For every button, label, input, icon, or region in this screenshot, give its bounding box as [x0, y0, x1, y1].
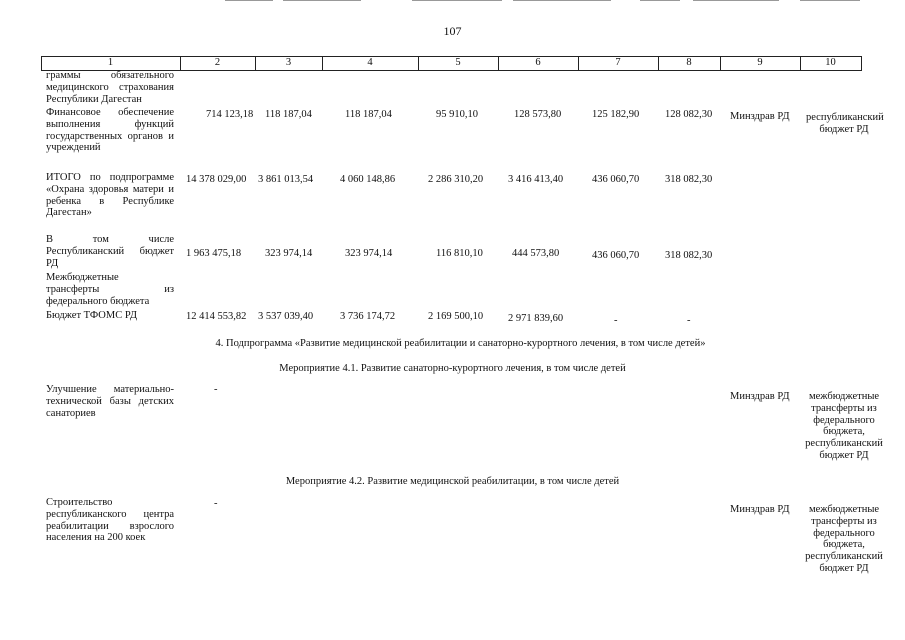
- value-cell: 318 082,30: [665, 174, 713, 185]
- value-cell: 3 416 413,40: [508, 174, 564, 185]
- row-description: Межбюджетные трансферты из федерального бюджета: [46, 272, 174, 307]
- event-title: Мероприятие 4.2. Развитие медицинской реабилитации, в том числе детей: [285, 476, 620, 487]
- scan-artifact: [513, 0, 611, 1]
- page-number: 107: [443, 24, 462, 38]
- value-cell: 2 286 310,20: [428, 174, 484, 185]
- value-cell: 3 861 013,54: [258, 174, 314, 185]
- value-cell: 128 573,80: [514, 109, 562, 120]
- value-cell: 3 736 174,72: [340, 311, 396, 322]
- value-cell: -: [614, 315, 618, 326]
- value-cell: -: [214, 498, 218, 509]
- scan-artifact: [640, 0, 680, 1]
- value-cell: 436 060,70: [592, 174, 640, 185]
- row-description: Бюджет ТФОМС РД: [46, 310, 138, 321]
- value-cell: 128 082,30: [665, 109, 713, 120]
- row-description: граммы обязательного медицинского страхования Республики Дагестан: [46, 70, 174, 105]
- column-header: 3: [285, 57, 292, 68]
- event-title: Мероприятие 4.1. Развитие санаторно-курортного лечения, в том числе детей: [279, 363, 626, 374]
- column-header: 8: [686, 57, 692, 68]
- value-cell: 95 910,10: [436, 109, 478, 120]
- value-cell: 323 974,14: [345, 248, 393, 259]
- value-cell: 2 169 500,10: [428, 311, 484, 322]
- row-description: В том числе Республиканский бюджет РД: [46, 234, 174, 269]
- executor-cell: Минздрав РД: [730, 111, 790, 122]
- executor-cell: Минздрав РД: [730, 391, 790, 402]
- column-header: 1: [107, 57, 114, 68]
- value-cell: 14 378 029,00: [186, 174, 247, 185]
- row-description: ИТОГО по подпрограмме «Охрана здоровья матери и ребенка в Республике Дагестан»: [46, 172, 174, 219]
- column-header: 2: [214, 57, 221, 68]
- value-cell: 436 060,70: [592, 250, 640, 261]
- source-cell: республиканский бюджет РД: [806, 112, 884, 135]
- column-header: 9: [757, 57, 763, 68]
- scan-artifact: [225, 0, 273, 1]
- value-cell: 318 082,30: [665, 250, 713, 261]
- scan-artifact: [693, 0, 779, 1]
- value-cell: 1 963 475,18: [186, 248, 242, 259]
- value-cell: 118 187,04: [265, 109, 312, 120]
- header-divider: [861, 56, 862, 71]
- scan-artifact: [412, 0, 502, 1]
- value-cell: -: [687, 315, 691, 326]
- value-cell: 714 123,18: [206, 109, 254, 120]
- value-cell: 125 182,90: [592, 109, 640, 120]
- column-header: 7: [615, 57, 621, 68]
- scan-artifact: [800, 0, 860, 1]
- value-cell: 12 414 553,82: [186, 311, 247, 322]
- subprogram-title: 4. Подпрограмма «Развитие медицинской реабилитации и санаторно-курортного лечения, в том числе детей»: [215, 338, 706, 349]
- row-description: Строительство республиканского центра реабилитации взрослого населения на 200 коек: [46, 497, 174, 544]
- executor-cell: Минздрав РД: [730, 504, 790, 515]
- value-cell: 2 971 839,60: [508, 313, 564, 324]
- source-cell: межбюджетные трансферты из федерального бюджета, республиканский бюджет РД: [805, 504, 883, 574]
- source-cell: межбюджетные трансферты из федерального бюджета, республиканский бюджет РД: [805, 391, 883, 461]
- value-cell: 4 060 148,86: [340, 174, 396, 185]
- value-cell: 323 974,14: [265, 248, 313, 259]
- value-cell: 116 810,10: [436, 248, 483, 259]
- value-cell: -: [214, 384, 218, 395]
- column-header: 4: [367, 57, 373, 68]
- value-cell: 3 537 039,40: [258, 311, 314, 322]
- value-cell: 444 573,80: [512, 248, 560, 259]
- column-header: 10: [825, 57, 836, 68]
- scan-artifact: [283, 0, 361, 1]
- row-description: Финансовое обеспечение выполнения функций государственных органов и учреждений: [46, 107, 174, 154]
- column-header: 6: [535, 57, 541, 68]
- row-description: Улучшение материально-технической базы детских санаториев: [46, 384, 174, 419]
- value-cell: 118 187,04: [345, 109, 392, 120]
- column-header: 5: [455, 57, 461, 68]
